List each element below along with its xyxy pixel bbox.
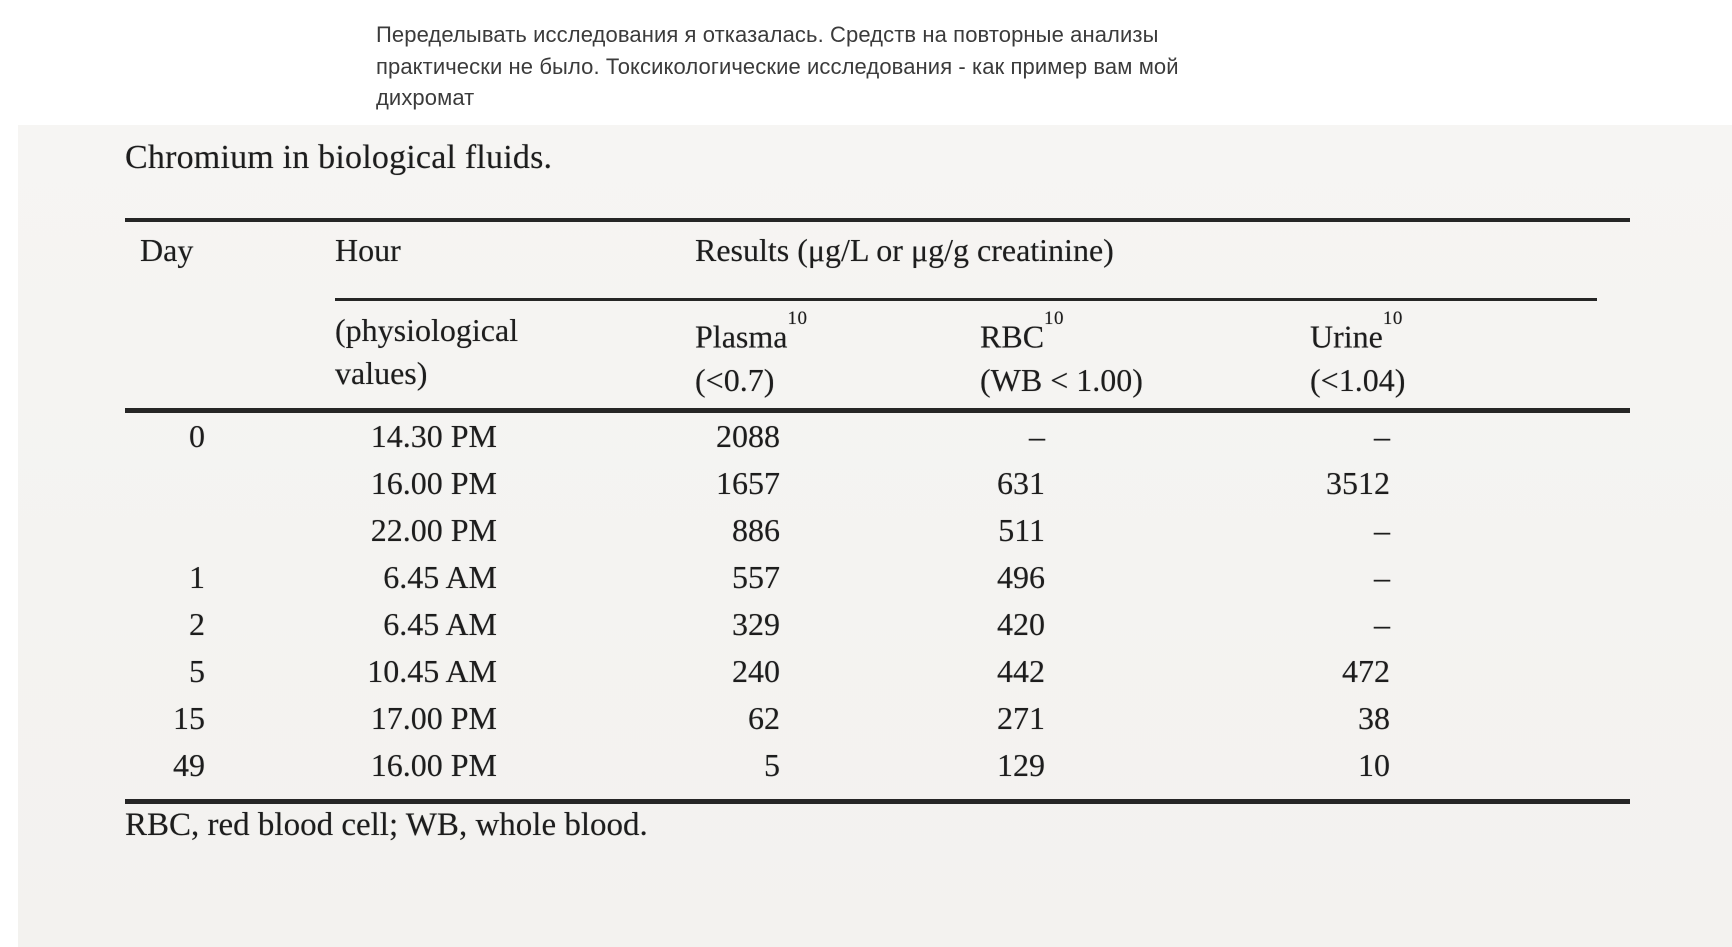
data-table <box>125 218 1630 804</box>
subheader-plasma-label: Plasma <box>695 318 788 355</box>
cell-plasma: 2088 <box>716 417 780 454</box>
cell-hour: 16.00 PM <box>370 746 497 783</box>
commentary-text <box>376 19 1179 114</box>
table-footnote: RBC, red blood cell; WB, whole blood. <box>125 807 648 843</box>
cell-urine: – <box>1374 511 1390 548</box>
subheader-hour-note-line1: (physiological <box>335 312 519 348</box>
cell-day <box>125 460 335 507</box>
cell-rbc: 129 <box>997 746 1045 783</box>
commentary-line: дихромат <box>376 85 475 110</box>
column-header-results: Results (μg/L or μg/g creatinine) <box>695 232 1114 268</box>
cell-urine: 3512 <box>1326 464 1390 501</box>
cell-hour: 22.00 PM <box>370 511 497 548</box>
cell-plasma: 557 <box>732 558 780 595</box>
subheader-rbc-label: RBC <box>980 318 1045 355</box>
subheader-hour-note-line2: values) <box>335 355 428 391</box>
cell-hour: 6.45 AM <box>383 605 497 642</box>
subheader-urine-label: Urine <box>1310 318 1383 355</box>
cell-day: 1 <box>189 558 205 595</box>
cell-urine: – <box>1374 605 1390 642</box>
reference-superscript: 10 <box>1044 308 1065 329</box>
cell-rbc: 271 <box>997 699 1045 736</box>
cell-plasma: 329 <box>732 605 780 642</box>
cell-urine: 38 <box>1358 699 1390 736</box>
cell-urine: 10 <box>1358 746 1390 783</box>
table-rule-bottom <box>125 799 1630 804</box>
cell-rbc: 442 <box>997 652 1045 689</box>
cell-day <box>125 507 335 554</box>
cell-urine: – <box>1374 558 1390 595</box>
table-title: Chromium in biological fluids. <box>125 139 553 176</box>
cell-hour: 17.00 PM <box>370 699 497 736</box>
cell-plasma: 62 <box>748 699 780 736</box>
cell-urine: 472 <box>1342 652 1390 689</box>
subheader-hour-note <box>335 301 695 408</box>
subheader-urine <box>1310 301 1630 408</box>
subheader-rbc <box>980 301 1310 408</box>
cell-day: 49 <box>173 746 205 783</box>
scan-content <box>18 125 1732 947</box>
cell-rbc: 631 <box>997 464 1045 501</box>
cell-hour: 10.45 AM <box>367 652 497 689</box>
cell-hour: 6.45 AM <box>383 558 497 595</box>
subheader-plasma-range: (<0.7) <box>695 361 775 398</box>
reference-superscript: 10 <box>787 308 808 329</box>
scanned-paper-region <box>18 125 1732 947</box>
cell-rbc: 496 <box>997 558 1045 595</box>
cell-hour: 16.00 PM <box>370 464 497 501</box>
reference-superscript: 10 <box>1382 308 1403 329</box>
cell-hour: 14.30 PM <box>370 417 497 454</box>
cell-plasma: 5 <box>764 746 780 783</box>
subheader-empty <box>125 301 335 408</box>
cell-rbc: 511 <box>998 511 1045 548</box>
cell-day: 0 <box>189 417 205 454</box>
cell-plasma: 1657 <box>716 464 780 501</box>
commentary-line: практически не было. Токсикологические исследования - как пример вам мой <box>376 53 1179 79</box>
cell-plasma: 886 <box>732 511 780 548</box>
column-header-hour: Hour <box>335 232 401 268</box>
cell-urine: – <box>1374 417 1390 454</box>
cell-rbc: 420 <box>997 605 1045 642</box>
cell-rbc: – <box>1029 417 1045 454</box>
subheader-rbc-range: (WB < 1.00) <box>980 361 1143 398</box>
subheader-urine-range: (<1.04) <box>1310 361 1406 398</box>
cell-day: 15 <box>173 699 205 736</box>
cell-plasma: 240 <box>732 652 780 689</box>
cell-day: 5 <box>189 652 205 689</box>
cell-day: 2 <box>189 605 205 642</box>
column-header-day: Day <box>140 232 194 268</box>
commentary-line: Переделывать исследования я отказалась. Средств на повторные анализы <box>376 22 1159 47</box>
subheader-plasma <box>695 301 980 408</box>
